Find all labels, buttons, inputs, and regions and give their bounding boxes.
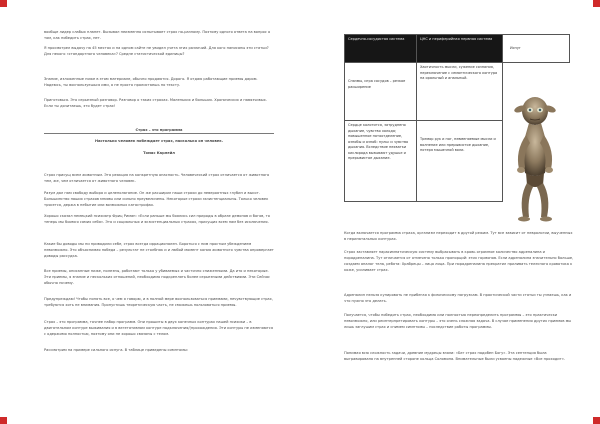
right-page bbox=[300, 0, 600, 424]
paragraph: Знание, изложенные ниже в этом материале, обычно продаются. Дорого. Я отдаю работающие приемы даром. Надеюсь, ты воспользуешься ими, а не просто пролистаешь по тексту. bbox=[44, 77, 258, 87]
crop-mark bbox=[593, 417, 600, 424]
symptoms-table bbox=[344, 34, 570, 202]
epigraph: Настолько человек побеждает страх, насколько он человек. bbox=[94, 139, 224, 143]
paragraph: Рассмотрим на примере сильного испуга. В таблице приведены симптомы: bbox=[44, 348, 188, 352]
table-header: ЦНС и периферийная нервная система bbox=[417, 35, 503, 63]
section-heading: Страх – это программа bbox=[44, 127, 274, 134]
paragraph: Страх заставляет парасимпатическую систему выбрасывать в кровь огромное количество адреналина и норадреналина. Тут отличается от отмечено только пропорций: этих гормонов. Если адреналина значительно больше, создаем аналог тела, ребята: Храбрецы – лицо лица. При норадреналина прекратил приливать телесного кровотока к коже, усиливает страх. bbox=[344, 250, 574, 272]
table-cell bbox=[345, 63, 417, 121]
paragraph: Приготовься. Это серьезный разговор. Разговор о таких страхах. Маленьких и больших. Хронических и навязчивых. Если ты дочитаешь, это будет страх! bbox=[44, 98, 267, 108]
paragraph: Разум дал нам свободу выбора и целеполагание. Он же расширил наши страхи до невероятных глубин и высот. Большинство наших страхов мнимы или сильно преувеличены. Некоторые страхи экзистенциальны. Только человек трясется, держа в небытие или возможных катастрофах. bbox=[44, 191, 269, 207]
paragraph: Я просмотрел выдачу на 45 местах и на одном сайте не увидел учета этих различий. Для кого написаны эти статьи? Для некого «стандартного человека»? Средне статистической единицы? bbox=[44, 46, 269, 56]
paragraph: Страх присущ всем животным. Эта реакция на конкретную опасность. Человеческий страх отличается от животного тем, же, чем отличается от животного человек. bbox=[44, 173, 270, 183]
paragraph: Понимая всю сложность задачи, древние мудрецы взяли: «Бег страх подобен Богу». Эта сентенция была выгравирована на внутренней стороне кольца Соломона. Внимательные были усвоены надежные «Все проходит». bbox=[344, 351, 566, 361]
table-cell bbox=[417, 121, 503, 202]
paragraph: Получается, чтобы победить страх, необходимо или полностью переопределить программы – это практически невозможно, или реинтерпретировать контуры – это очень сложная задача. В случае применения других приемов мы лишь заглушим страх и снимем симптомы – последствие работы программы. bbox=[344, 313, 572, 329]
table-header bbox=[503, 35, 570, 63]
crop-mark bbox=[593, 0, 600, 7]
crop-mark bbox=[0, 0, 7, 7]
cell-text: Спазмы, игра сосудов – резкое расширение bbox=[348, 79, 406, 89]
cell-text: Тремор рук и ног, невменяемые мысли и волнение или прерывистое дыхание, потеря мышечной воли. bbox=[420, 137, 496, 152]
epigraph-author: Томас Карлейл bbox=[143, 151, 175, 155]
paragraph: Какие бы доводы мы ни приводили себе, страх всегда иррационален. Бороться с ним простым убеждением невозможно. Это объяснимая победа – результат не столбняк и и любой момент копия животного чувства опровергает доводы рассудка. bbox=[44, 242, 274, 258]
gollum-figure-image bbox=[505, 93, 563, 225]
paragraph: Адреналин нельзя купировать не прибегая к физическому нагрузкам. В практической части статьи ты узнаешь, как и что нужно это делать. bbox=[344, 293, 572, 303]
table-header: Сердечно-сосудистая система bbox=[345, 35, 417, 63]
paragraph: Когда включается программа страха, организм переходит в другой режим. Тут все зависит от неврологии, выученных в перинатальных контурах. bbox=[344, 231, 573, 241]
paragraph: Предупреждаю! Чтобы понять все, о чем я говорю, и в полной мере воспользоваться приемами, нечувствующие страх, требуются хоть не внимания. Пропустишь теоретическую часть, не сможешь пользоваться приемы. bbox=[44, 297, 273, 307]
table-cell: Хаотичность мысли, сужение сознания, переключение с семантического контура на оральный и анальный. bbox=[417, 63, 503, 121]
paragraph: Все приемы, описанные ниже, полезны, работают только у убиваемых и частично сниженными. Да ито и некоторые. Эти приемы, я знание и нескольких отношений, необходимо подкреплять более серьезными действиями. Эти Сейчас обычно почему. bbox=[44, 269, 270, 285]
table-image-cell bbox=[503, 63, 570, 202]
paragraph: Страх – это программа, точнее набор программ. Они прошиты в двух конечных контурах нашей психики – в двигательном контуре выживания и в вегетативном контуре подключения/(прохождения. Эти контуры не изменяются с одержимо полностью, поэтому они не хорошо связаны с телом. bbox=[44, 320, 274, 336]
paragraph: Хорошо сказал немецкий психиатр Фриц Риман: «Если раньше мы боялись сил природы в образе демонов и богов, то теперь мы боимся самих себя». Это и социальных и экзистенциальных страхах, присущих всем нам без исключения. bbox=[44, 214, 270, 224]
paragraph: вообще лидер слабых планет. Вызывал неизменно испытывает страх по-разному. Поэтому одного ответа на вопрос о том, как победить страх, нет. bbox=[44, 30, 271, 40]
table-header-label: Испуг bbox=[510, 46, 521, 50]
crop-mark bbox=[0, 417, 7, 424]
table-cell: Сердце колотится, затруднено дыхание, чувство холода; повышенное потоотделение, ознобы и озноб: пульс и чувство дыхания. Вследствие нехватки кислорода вызывают удушье и прерывистое дыхание. bbox=[345, 121, 417, 202]
